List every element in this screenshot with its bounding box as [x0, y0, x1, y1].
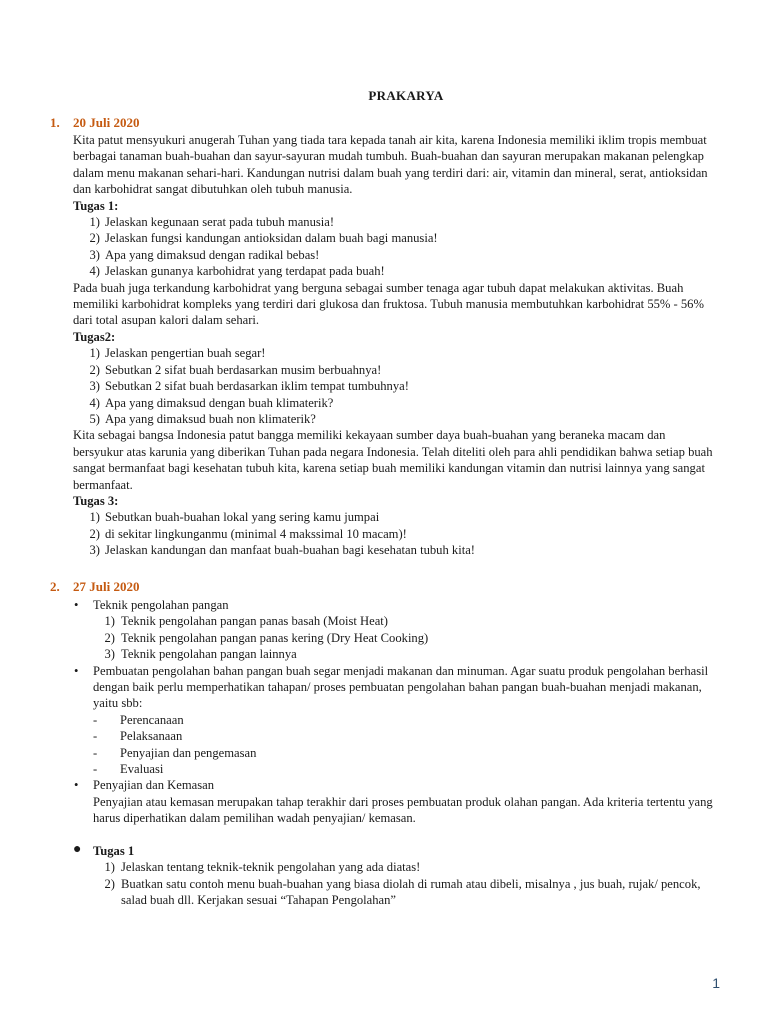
list-item: [73, 378, 713, 394]
list-item-text: Evaluasi: [120, 762, 164, 777]
list-item-number: 2): [104, 630, 115, 645]
list-item: [93, 859, 716, 875]
list-item-text: Pelaksanaan: [120, 729, 183, 744]
list-item-text: Jelaskan pengertian buah segar!: [105, 346, 266, 361]
section-1-date: 20 Juli 2020: [73, 115, 140, 130]
list-item: [93, 712, 716, 728]
bullet-dot-icon: •: [74, 778, 79, 793]
list-item: [73, 214, 713, 230]
tugas-3-label: Tugas 3:: [73, 493, 119, 508]
list-item: [93, 646, 716, 662]
dash-marker-icon: -: [93, 762, 98, 777]
list-item-text: Penyajian dan pengemasan: [120, 745, 257, 760]
list-item: [73, 509, 713, 525]
list-item: [93, 613, 716, 629]
list-item: [73, 395, 713, 411]
list-item-number: 2): [104, 876, 115, 891]
section-1-paragraph-1: Kita patut mensyukuri anugerah Tuhan yang tiada tara kepada tanah air kita, karena Indonesia memiliki iklim tropis membuat berbagai tanaman buah-buahan dan sayur-sayuran mudah tumbuh. Buah-buahan dan sayuran merupakan makanan pelengkap dalam menu makanan sehari-hari. Kandungan nutrisi dalam buah yang terdiri dari: air, vitamin dan mineral, serat, antioksidan dan karbohidrat sangat dibutuhkan oleh tubuh manusia.: [73, 133, 708, 197]
bullet-tugas-1: [74, 843, 716, 909]
list-item: [73, 362, 713, 378]
list-item: [93, 630, 716, 646]
list-item-number: 4): [89, 264, 100, 279]
list-item: [73, 345, 713, 361]
list-item-text: Jelaskan gunanya karbohidrat yang terdapat pada buah!: [105, 264, 385, 279]
list-item-text: Jelaskan fungsi kandungan antioksidan dalam buah bagi manusia!: [105, 231, 438, 246]
list-item: [73, 411, 713, 427]
list-item-number: 3): [89, 543, 100, 558]
list-item-text: Apa yang dimaksud dengan radikal bebas!: [105, 247, 320, 262]
tahapan-list: [93, 712, 716, 778]
list-item-number: 1): [89, 215, 100, 230]
bullet-2-text: Pembuatan pengolahan bahan pangan buah segar menjadi makanan dan minuman. Agar suatu produk pengolahan berhasil dengan baik perlu memperhatikan tahapan/ proses pembuatan pengolahan bahan pangan buah-buahan menjadi makanan, yaitu sbb:: [93, 663, 709, 711]
section-1-heading: [50, 115, 139, 131]
bullet-teknik-pengolahan: [74, 597, 716, 663]
list-item: [73, 247, 713, 263]
page-number: 1: [712, 975, 720, 991]
list-item-text: Jelaskan kegunaan serat pada tubuh manusia!: [105, 215, 335, 230]
section-1-body: [73, 132, 713, 559]
list-item-number: 2): [89, 231, 100, 246]
list-item-number: 1): [89, 346, 100, 361]
dash-marker-icon: -: [93, 745, 98, 760]
list-item-text: Sebutkan buah-buahan lokal yang sering kamu jumpai: [105, 510, 380, 525]
bullet-dot-icon: •: [74, 663, 79, 678]
list-item-number: 4): [89, 395, 100, 410]
tugas-2-list: [73, 345, 713, 427]
list-item-text: di sekitar lingkunganmu (minimal 4 makssimal 10 macam)!: [105, 526, 407, 541]
bullet-1-text: Teknik pengolahan pangan: [93, 598, 229, 612]
list-item-text: Sebutkan 2 sifat buah berdasarkan iklim tempat tumbuhnya!: [105, 379, 409, 394]
list-item-number: 1): [89, 510, 100, 525]
list-item-number: 2): [89, 362, 100, 377]
list-item-text: Apa yang dimaksud dengan buah klimaterik?: [105, 395, 334, 410]
section-1-paragraph-2: Pada buah juga terkandung karbohidrat yang berguna sebagai sumber tenaga agar tubuh dapat melakukan aktivitas. Buah memiliki karbohidrat kompleks yang terdiri dari glukosa dan fruktosa. Tubuh manusia membutuhkan karbohidrat 55% - 56% dari total asupan kalori dalam sehari.: [73, 280, 704, 328]
list-item-number: 2): [89, 526, 100, 541]
list-item: [73, 526, 713, 542]
list-item-number: 5): [89, 411, 100, 426]
list-item: [93, 876, 716, 909]
list-item-number: 1): [104, 614, 115, 629]
list-item-text: Jelaskan tentang teknik-teknik pengolahan yang ada diatas!: [121, 860, 421, 875]
bullet-dot-icon: ●: [73, 841, 82, 857]
teknik-list: [93, 613, 716, 662]
tugas-1-label: Tugas 1:: [73, 198, 119, 213]
bullet-3-text: Penyajian atau kemasan merupakan tahap terakhir dari proses pembuatan produk olahan pangan. Ada kriteria tertentu yang harus diperhatikan dalam pemilihan wadah penyajian/ kemasan.: [93, 794, 713, 826]
list-item-text: Apa yang dimaksud buah non klimaterik?: [105, 411, 316, 426]
bullet-dot-icon: •: [74, 598, 79, 612]
document-title: PRAKARYA: [368, 88, 444, 103]
bullet-penyajian-kemasan: [74, 777, 716, 826]
section-2-tugas-1-list: [93, 859, 716, 908]
section-2-heading: [50, 579, 139, 595]
list-item: [93, 761, 716, 777]
dash-marker-icon: -: [93, 712, 98, 727]
section-1-number: 1.: [50, 115, 60, 130]
list-item-number: 1): [104, 860, 115, 875]
list-item: [73, 263, 713, 279]
tugas-2-label: Tugas2:: [73, 329, 116, 344]
section-2-body: [74, 597, 716, 908]
bullet-pembuatan-pengolahan: [74, 663, 716, 778]
list-item-text: Sebutkan 2 sifat buah berdasarkan musim berbuahnya!: [105, 362, 382, 377]
list-item-text: Teknik pengolahan pangan panas basah (Moist Heat): [121, 614, 389, 629]
section-1-paragraph-3: Kita sebagai bangsa Indonesia patut bangga memiliki kekayaan sumber daya buah-buahan yang beraneka macam dan bersyukur atas karunia yang diberikan Tuhan pada negara Indonesia. Telah diteliti oleh para ahli pendidikan bahwa setiap buah sangat bermanfaat bagi kesehatan tubuh kita, karena setiap buah memiliki kandungan vitamin dan nutrisi lainnya yang sangat bermanfaat.: [73, 428, 713, 492]
bullet-3-title: Penyajian dan Kemasan: [93, 778, 214, 793]
list-item-text: Jelaskan kandungan dan manfaat buah-buahan bagi kesehatan tubuh kita!: [105, 543, 475, 558]
list-item-number: 3): [104, 647, 115, 662]
list-item: [93, 745, 716, 761]
list-item-number: 3): [89, 247, 100, 262]
list-item: [73, 230, 713, 246]
tugas-1-list: [73, 214, 713, 280]
list-item-text: Teknik pengolahan pangan panas kering (Dry Heat Cooking): [121, 630, 429, 645]
list-item: [73, 542, 713, 558]
list-item-text: Teknik pengolahan pangan lainnya: [121, 647, 297, 662]
section-2-tugas-1-label: Tugas 1: [93, 843, 135, 858]
tugas-3-list: [73, 509, 713, 558]
section-2-date: 27 Juli 2020: [73, 579, 140, 594]
list-item-text: Buatkan satu contoh menu buah-buahan yang biasa diolah di rumah atau dibeli, misalnya , jus buah, rujak/ pencok, salad buah dll. Kerjakan sesuai “Tahapan Pengolahan”: [121, 876, 701, 907]
dash-marker-icon: -: [93, 729, 98, 744]
list-item-number: 3): [89, 379, 100, 394]
section-2-number: 2.: [50, 579, 60, 594]
list-item: [93, 728, 716, 744]
list-item-text: Perencanaan: [120, 712, 184, 727]
